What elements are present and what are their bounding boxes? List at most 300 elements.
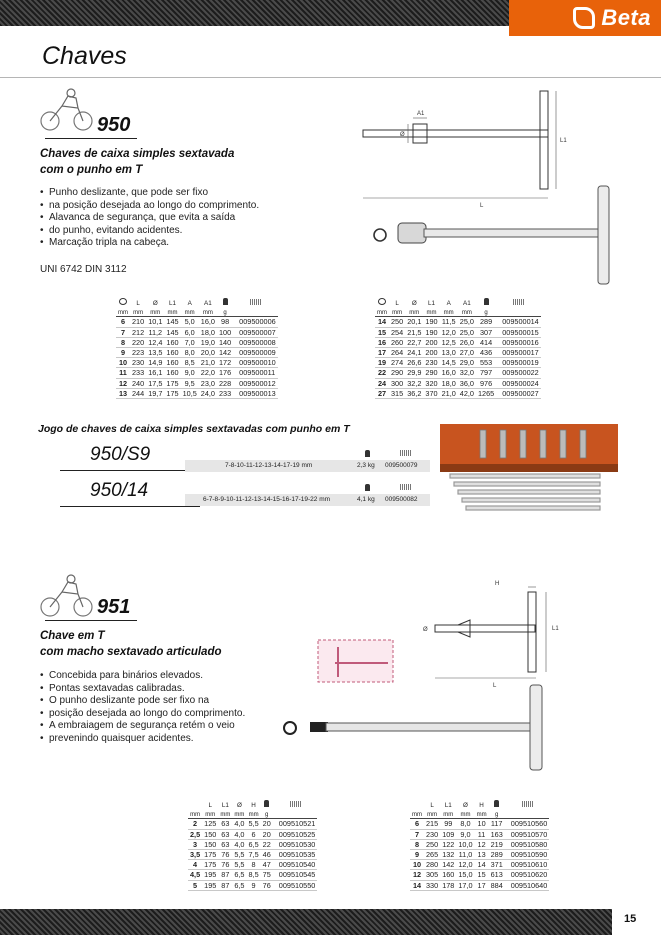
table-cell: 10,0 [458, 839, 473, 849]
table-cell: 150 [204, 829, 217, 839]
table-row [116, 378, 278, 388]
table-cell: 145 [166, 327, 179, 337]
table-cell: 6 [410, 819, 424, 829]
col-header: L [208, 802, 212, 810]
table-row [375, 337, 541, 347]
table-cell: 6 [116, 317, 130, 327]
drawing-label-l1: L1 [560, 138, 567, 144]
feature-item: • Marcação tripla na cabeça. [40, 237, 259, 250]
col-size [116, 298, 130, 307]
table-cell: 150 [204, 839, 217, 849]
table-cell: 26,6 [407, 358, 422, 368]
table-cell: 22,0 [200, 368, 215, 378]
col-header: L [430, 802, 434, 810]
set-row [185, 494, 430, 506]
table-cell: 009500007 [233, 327, 278, 337]
table-cell: 7,5 [248, 850, 259, 860]
table-cell: 1265 [477, 388, 495, 398]
table-cell: 21,5 [407, 327, 422, 337]
table-cell: 19 [375, 358, 389, 368]
unit-label: mm [458, 307, 476, 317]
table-cell: 230 [425, 358, 438, 368]
table-row [375, 317, 541, 327]
footer-band [0, 909, 612, 935]
table-cell: 210 [132, 317, 145, 327]
weight-icon-wrap [365, 484, 370, 493]
table-cell: 009510535 [273, 849, 318, 859]
feature-item: • Alavanca de segurança, que evita a saída [40, 212, 259, 225]
hex-socket-icon [119, 298, 127, 305]
unit-label: mm [410, 809, 424, 819]
table-cell: 24,1 [407, 348, 422, 358]
code-underline [45, 138, 137, 139]
table-cell: 009510610 [505, 860, 550, 870]
table-cell: 175 [204, 850, 217, 860]
table-cell: 24,0 [200, 388, 215, 398]
table-cell: 2 [188, 819, 202, 829]
table-cell: 27,0 [459, 348, 474, 358]
set-code-950-s9: 950/S9 [90, 444, 151, 465]
code-underline [45, 620, 137, 621]
set-weight: 2,3 kg [357, 461, 375, 469]
table-cell: 6,5 [234, 870, 245, 880]
table-cell: 10 [116, 358, 130, 368]
table-cell: 009510560 [505, 819, 550, 829]
table-cell: 42,0 [459, 388, 474, 398]
table-cell: 009510545 [273, 870, 318, 880]
feature-item-cont: • prevenindo quaisquer acidentes. [40, 733, 245, 746]
weight-icon [365, 450, 370, 457]
table-cell: 5,0 [181, 317, 199, 327]
table-cell: 244 [132, 388, 145, 398]
table-cell: 16,0 [200, 317, 215, 327]
table-cell: 87 [218, 880, 232, 890]
table-cell: 009500013 [233, 388, 278, 398]
set-item-code: 009500079 [385, 461, 418, 469]
table-cell: 18,0 [200, 327, 215, 337]
table-cell: 8 [116, 337, 130, 347]
unit-label: g [261, 809, 273, 819]
table-row [410, 829, 549, 839]
table-cell: 14 [475, 860, 489, 870]
unit-label [273, 809, 318, 819]
table-cell: 320 [425, 378, 438, 388]
table-row [116, 327, 278, 337]
table-cell: 46 [262, 850, 271, 860]
table-row [410, 880, 549, 890]
table-cell: 212 [132, 327, 145, 337]
table-cell: 5,5 [234, 850, 245, 860]
table-cell: 436 [476, 347, 496, 357]
unit-label: mm [218, 809, 232, 819]
table-cell: 47 [262, 860, 271, 870]
weight-icon-wrap [365, 450, 370, 459]
table-cell: 370 [425, 388, 438, 398]
drawing-label-h: H [495, 581, 500, 587]
spec-table-950-right [375, 298, 541, 399]
table-row [375, 368, 541, 378]
table-cell: 7 [116, 327, 130, 337]
set-row [185, 460, 430, 472]
table-row [188, 880, 317, 890]
spec-table-950-left [116, 298, 278, 399]
table-cell: 13,0 [441, 348, 456, 358]
barcode-icon [513, 299, 524, 305]
col-header: L1 [427, 300, 435, 308]
col-header: L1 [168, 300, 176, 308]
drawing-label-l: L [480, 203, 484, 209]
table-cell: 21,0 [441, 388, 456, 398]
unit-label: mm [475, 809, 489, 819]
table-cell: 8,5 [248, 870, 259, 880]
brand-logo [509, 0, 661, 36]
table-row [375, 327, 541, 337]
table-cell: 176 [218, 368, 232, 378]
brand-name: Beta [601, 5, 651, 30]
table-row [410, 870, 549, 880]
table-cell: 228 [218, 378, 232, 388]
table-cell: 009510640 [505, 880, 550, 890]
table-cell: 233 [218, 388, 232, 398]
table-cell: 132 [442, 850, 455, 860]
table-cell: 8 [410, 839, 424, 849]
table-cell: 12,5 [441, 337, 456, 347]
table-cell: 307 [476, 327, 496, 337]
hex-socket-icon [378, 298, 386, 305]
drawing-label-diameter: Ø [423, 627, 428, 633]
col-header: L1 [444, 802, 452, 810]
table-cell: 9,0 [456, 829, 474, 839]
table-cell: 290 [425, 368, 438, 378]
table-cell: 3,5 [190, 850, 201, 860]
table-body [188, 819, 317, 890]
table-cell: 76 [218, 860, 232, 870]
feature-item-cont: • do punho, evitando acidentes. [40, 225, 259, 238]
table-cell: 305 [426, 870, 439, 880]
table-cell: 289 [476, 317, 496, 327]
table-cell: 20 [262, 829, 271, 839]
table-cell: 009510550 [273, 880, 318, 890]
set-section-title: Jogo de chaves de caixa simples sextavadas com punho em T [38, 423, 350, 435]
unit-label: mm [405, 307, 423, 317]
table-cell: 230 [132, 358, 145, 368]
table-row [116, 347, 278, 357]
table-cell: 9 [410, 849, 424, 859]
unit-label: mm [199, 307, 217, 317]
table-cell: 13 [475, 849, 489, 859]
set-code-950-14: 950/14 [90, 480, 149, 501]
table-cell: 7,0 [181, 337, 199, 347]
table-row [188, 839, 317, 849]
col-code [273, 800, 318, 809]
table-cell: 009500015 [496, 327, 541, 337]
table-cell: 160 [166, 348, 179, 358]
feature-item: • Concebida para binários elevados. [40, 670, 245, 683]
description-line: com o punho em T [40, 164, 143, 176]
table-cell: 160 [166, 368, 179, 378]
table-cell: 5 [188, 880, 202, 890]
table-cell: 20,1 [407, 317, 422, 327]
table-cell: 76 [218, 849, 232, 859]
table-cell: 15,0 [458, 870, 473, 880]
table-cell: 6,5 [234, 880, 245, 890]
table-cell: 21,0 [200, 358, 215, 368]
table-row [410, 849, 549, 859]
unit-label: mm [389, 307, 405, 317]
table-cell: 22 [262, 839, 271, 849]
spec-table-951-left [188, 800, 317, 891]
table-cell: 109 [442, 829, 455, 839]
table-cell: 16,1 [148, 368, 163, 378]
table-cell: 160 [166, 337, 179, 347]
unit-label: mm [232, 809, 246, 819]
unit-label: mm [375, 307, 389, 317]
table-cell: 8,0 [181, 347, 199, 357]
product-code-950: 950 [97, 114, 131, 136]
table-row [116, 388, 278, 398]
table-cell: 289 [490, 850, 503, 860]
table-cell: 190 [425, 317, 438, 327]
standards-label: UNI 6742 DIN 3112 [40, 264, 127, 275]
table-cell: 10,1 [148, 317, 163, 327]
table-cell: 260 [391, 337, 404, 347]
unit-label [233, 307, 278, 317]
table-cell: 15 [475, 870, 489, 880]
unit-label [505, 809, 550, 819]
col-header: H [479, 802, 484, 810]
table-cell: 98 [217, 317, 233, 327]
set-sizes: 7-8-10-11-12-13-14-17-19 mm [225, 461, 313, 469]
table-cell: 371 [490, 860, 503, 870]
table-cell: 290 [391, 368, 404, 378]
code-underline [60, 470, 200, 471]
unit-label: mm [202, 809, 218, 819]
table-cell: 223 [132, 348, 145, 358]
feature-item-cont: • na posição desejada ao longo do comprimento. [40, 200, 259, 213]
table-cell: 12 [475, 839, 489, 849]
unit-label [496, 307, 541, 317]
table-cell: 16,0 [441, 368, 456, 378]
feature-item-cont: • A embraiagem de segurança retém o veio [40, 720, 245, 733]
table-cell: 14,5 [441, 358, 456, 368]
table-cell: 27 [375, 388, 389, 398]
table-cell: 10 [475, 819, 489, 829]
table-cell: 219 [490, 839, 503, 849]
table-cell: 553 [476, 358, 496, 368]
col-header: A1 [204, 300, 212, 308]
table-row [375, 347, 541, 357]
table-cell: 125 [204, 819, 217, 829]
table-cell: 4,0 [234, 839, 245, 849]
table-row [188, 870, 317, 880]
drawing-label-diameter: Ø [400, 132, 405, 138]
table-cell: 220 [132, 337, 145, 347]
table-cell: 884 [490, 880, 503, 890]
table-cell: 19,7 [148, 388, 163, 398]
table-cell: 163 [490, 829, 503, 839]
table-cell: 76 [262, 880, 271, 890]
table-cell: 142 [442, 860, 455, 870]
table-cell: 19,0 [200, 337, 215, 347]
table-cell: 6,0 [181, 327, 199, 337]
table-cell: 414 [476, 337, 496, 347]
table-cell: 16 [375, 337, 389, 347]
weight-icon [494, 800, 499, 807]
table-cell: 009510525 [273, 829, 318, 839]
unit-label: mm [116, 307, 130, 317]
table-body [116, 317, 278, 399]
col-header: Ø [152, 300, 158, 308]
code-underline [60, 506, 200, 507]
table-cell: 009500017 [496, 347, 541, 357]
set-sizes: 6-7-8-9-10-11-12-13-14-15-16-17-19-22 mm [203, 495, 331, 503]
unit-label: mm [423, 307, 439, 317]
table-body [375, 317, 541, 399]
description-line: Chave em T [40, 630, 105, 642]
table-cell: 36,0 [459, 378, 474, 388]
table-cell: 36,2 [407, 388, 422, 398]
table-cell: 26,0 [459, 337, 474, 347]
feature-item-cont: • posição desejada ao longo do comprimento. [40, 708, 245, 721]
col-weight [217, 298, 233, 307]
wrench-950-drawing [360, 86, 630, 276]
table-cell: 4,0 [234, 819, 245, 829]
table-row [188, 829, 317, 839]
table-cell: 009500014 [496, 317, 541, 327]
col-header: H [251, 802, 256, 810]
barcode-icon [400, 450, 411, 456]
table-cell: 8 [247, 860, 261, 870]
table-cell: 32,2 [407, 378, 422, 388]
table-cell: 265 [426, 850, 439, 860]
table-cell: 230 [426, 829, 439, 839]
table-cell: 009510540 [273, 860, 318, 870]
table-row [375, 388, 541, 398]
table-cell: 9,0 [181, 368, 199, 378]
table-cell: 009510530 [273, 839, 318, 849]
table-cell: 12,0 [458, 860, 473, 870]
table-cell: 613 [490, 870, 503, 880]
feature-item: • Pontas sextavadas calibradas. [40, 683, 245, 696]
col-header: Ø [236, 802, 242, 810]
page-title: Chaves [42, 42, 127, 70]
unit-label: mm [440, 809, 456, 819]
col-size [188, 800, 202, 809]
table-row [375, 358, 541, 368]
table-cell: 145 [166, 317, 179, 327]
table-row [410, 860, 549, 870]
table-cell: 233 [132, 368, 145, 378]
table-cell: 254 [391, 327, 404, 337]
table-cell: 87 [218, 870, 232, 880]
table-cell: 195 [204, 880, 217, 890]
page-number: 15 [624, 913, 637, 925]
table-cell: 976 [476, 378, 496, 388]
unit-label: mm [424, 809, 440, 819]
table-cell: 4 [188, 860, 202, 870]
col-header: A1 [463, 300, 471, 308]
table-cell: 009500019 [496, 358, 541, 368]
table-cell: 29,9 [407, 368, 422, 378]
table-cell: 12 [410, 870, 424, 880]
table-cell: 9,5 [181, 378, 199, 388]
barcode-icon [250, 299, 261, 305]
table-row [116, 358, 278, 368]
unit-label: mm [440, 307, 458, 317]
table-cell: 22 [375, 368, 389, 378]
col-code [505, 800, 550, 809]
col-header: Ø [463, 802, 468, 810]
table-cell: 160 [442, 870, 455, 880]
table-cell: 25,0 [459, 327, 474, 337]
table-cell: 215 [426, 819, 439, 829]
table-cell: 17 [475, 880, 489, 890]
motorcycle-rider-icon [38, 86, 98, 132]
feature-list-951 [40, 670, 245, 745]
unit-label: mm [247, 809, 261, 819]
table-cell: 160 [166, 358, 179, 368]
title-divider [0, 77, 661, 78]
table-cell: 10,5 [182, 388, 197, 398]
unit-label: mm [146, 307, 164, 317]
table-cell: 29,0 [459, 358, 474, 368]
table-body [410, 819, 549, 890]
barcode-icon-wrap [400, 450, 411, 458]
table-cell: 264 [391, 348, 404, 358]
col-header: A [187, 300, 192, 308]
barcode-icon-wrap [400, 484, 411, 492]
table-cell: 18,0 [441, 378, 456, 388]
unit-label: mm [181, 307, 199, 317]
table-cell: 9 [247, 880, 261, 890]
table-cell: 009510521 [273, 819, 318, 829]
col-weight [261, 800, 273, 809]
table-cell: 009510570 [505, 829, 550, 839]
table-cell: 75 [262, 870, 271, 880]
table-cell: 330 [426, 880, 439, 890]
table-cell: 009500016 [496, 337, 541, 347]
table-cell: 6 [247, 829, 261, 839]
table-cell: 195 [204, 870, 217, 880]
col-header: L [395, 300, 399, 308]
table-cell: 8,0 [456, 819, 474, 829]
table-cell: 13,5 [148, 348, 163, 358]
table-cell: 8,5 [181, 358, 199, 368]
table-cell: 100 [218, 327, 232, 337]
table-cell: 9 [116, 347, 130, 357]
table-cell: 6,5 [248, 839, 259, 849]
feature-item: • Punho deslizante, que pode ser fixo [40, 187, 259, 200]
table-cell: 315 [391, 388, 404, 398]
table-cell: 63 [218, 839, 232, 849]
table-cell: 2,5 [190, 829, 201, 839]
table-cell: 009500009 [233, 347, 278, 357]
table-cell: 20,0 [200, 348, 215, 358]
unit-label: mm [130, 307, 146, 317]
col-weight [476, 298, 496, 307]
table-cell: 17,0 [458, 880, 473, 890]
col-code [233, 298, 278, 307]
drawing-label-l1: L1 [552, 626, 559, 632]
table-cell: 009500012 [233, 378, 278, 388]
table-cell: 009500010 [233, 358, 278, 368]
table-cell: 24 [375, 378, 389, 388]
col-weight [489, 800, 505, 809]
product-code-951: 951 [97, 596, 131, 618]
table-cell: 13 [116, 388, 130, 398]
col-header: L [136, 300, 140, 308]
unit-label: mm [164, 307, 180, 317]
